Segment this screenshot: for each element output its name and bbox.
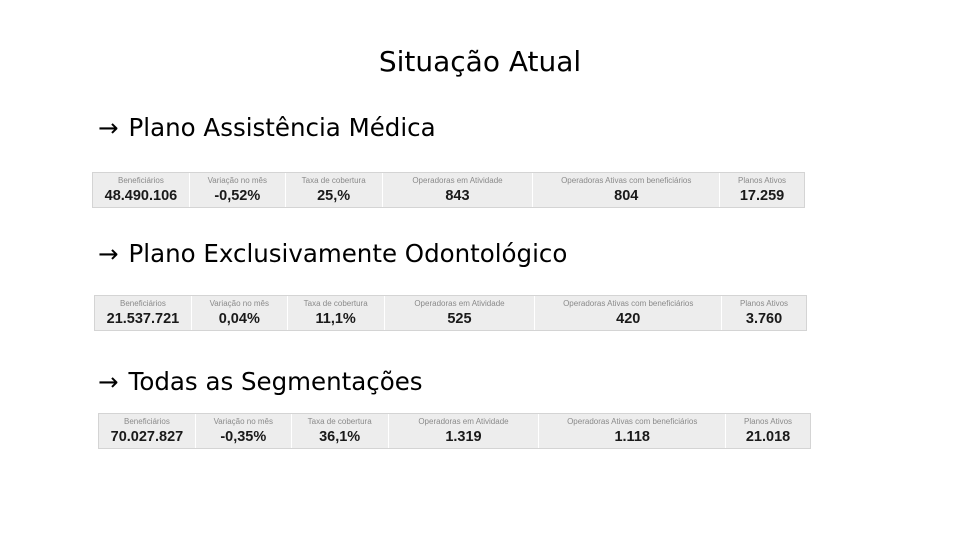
stats-col-operadoras — [385, 296, 536, 330]
col-header: Operadoras Ativas com beneficiários — [563, 299, 694, 308]
col-value: -0,52% — [214, 188, 261, 204]
stats-table-medical — [92, 172, 805, 208]
section-heading-medical — [98, 112, 436, 144]
slide-title: Situação Atual — [378, 45, 582, 78]
col-value: 1.118 — [614, 429, 650, 445]
col-header: Operadoras em Atividade — [414, 299, 505, 308]
col-header: Operadoras em Atividade — [418, 417, 509, 426]
stats-col-planos — [722, 296, 806, 330]
col-value: 36,1% — [319, 429, 361, 445]
stats-col-variacao — [192, 296, 288, 330]
col-header: Beneficiários — [124, 417, 170, 426]
section-heading-all — [98, 366, 423, 398]
stats-col-planos — [720, 173, 804, 207]
col-value: 48.490.106 — [104, 188, 178, 204]
col-value: 21.018 — [745, 429, 791, 445]
stats-col-taxa — [288, 296, 385, 330]
section-heading-label: Plano Assistência Médica — [128, 113, 436, 142]
arrow-icon: → — [98, 367, 119, 396]
stats-table-dental — [94, 295, 807, 331]
section-heading-label: Todas as Segmentações — [128, 367, 423, 396]
col-value: 843 — [445, 188, 470, 204]
col-value: 3.760 — [745, 311, 783, 327]
col-value: 70.027.827 — [110, 429, 184, 445]
col-header: Taxa de cobertura — [307, 417, 372, 426]
col-header: Beneficiários — [120, 299, 166, 308]
stats-col-beneficiarios — [93, 173, 190, 207]
col-value: 420 — [616, 311, 641, 327]
stats-col-taxa — [292, 414, 389, 448]
col-header: Taxa de cobertura — [303, 299, 368, 308]
col-header: Planos Ativos — [744, 417, 793, 426]
section-heading-label: Plano Exclusivamente Odontológico — [128, 239, 568, 268]
col-header: Planos Ativos — [738, 176, 787, 185]
col-header: Variação no mês — [207, 176, 267, 185]
col-value: 21.537.721 — [106, 311, 180, 327]
stats-col-operadoras — [383, 173, 534, 207]
col-value: 525 — [447, 311, 472, 327]
stats-col-variacao — [190, 173, 286, 207]
stats-col-operadoras-ativas — [535, 296, 722, 330]
stats-col-taxa — [286, 173, 383, 207]
col-header: Operadoras Ativas com beneficiários — [567, 417, 698, 426]
section-heading-dental — [98, 238, 567, 270]
col-header: Operadoras em Atividade — [412, 176, 503, 185]
col-header: Variação no mês — [213, 417, 273, 426]
stats-col-beneficiarios — [99, 414, 196, 448]
col-header: Operadoras Ativas com beneficiários — [561, 176, 692, 185]
col-value: -0,35% — [220, 429, 267, 445]
col-value: 1.319 — [445, 429, 482, 445]
col-value: 804 — [614, 188, 639, 204]
col-header: Beneficiários — [118, 176, 164, 185]
stats-table-all — [98, 413, 811, 449]
col-value: 0,04% — [218, 311, 260, 327]
col-header: Variação no mês — [209, 299, 269, 308]
col-header: Taxa de cobertura — [301, 176, 366, 185]
col-header: Planos Ativos — [740, 299, 789, 308]
col-value: 25,% — [317, 188, 351, 204]
stats-col-operadoras-ativas — [539, 414, 726, 448]
stats-col-planos — [726, 414, 810, 448]
arrow-icon: → — [98, 113, 119, 142]
stats-col-operadoras-ativas — [533, 173, 720, 207]
stats-col-variacao — [196, 414, 292, 448]
col-value: 11,1% — [315, 311, 356, 327]
col-value: 17.259 — [739, 188, 785, 204]
arrow-icon: → — [98, 239, 119, 268]
stats-col-beneficiarios — [95, 296, 192, 330]
stats-col-operadoras — [389, 414, 540, 448]
